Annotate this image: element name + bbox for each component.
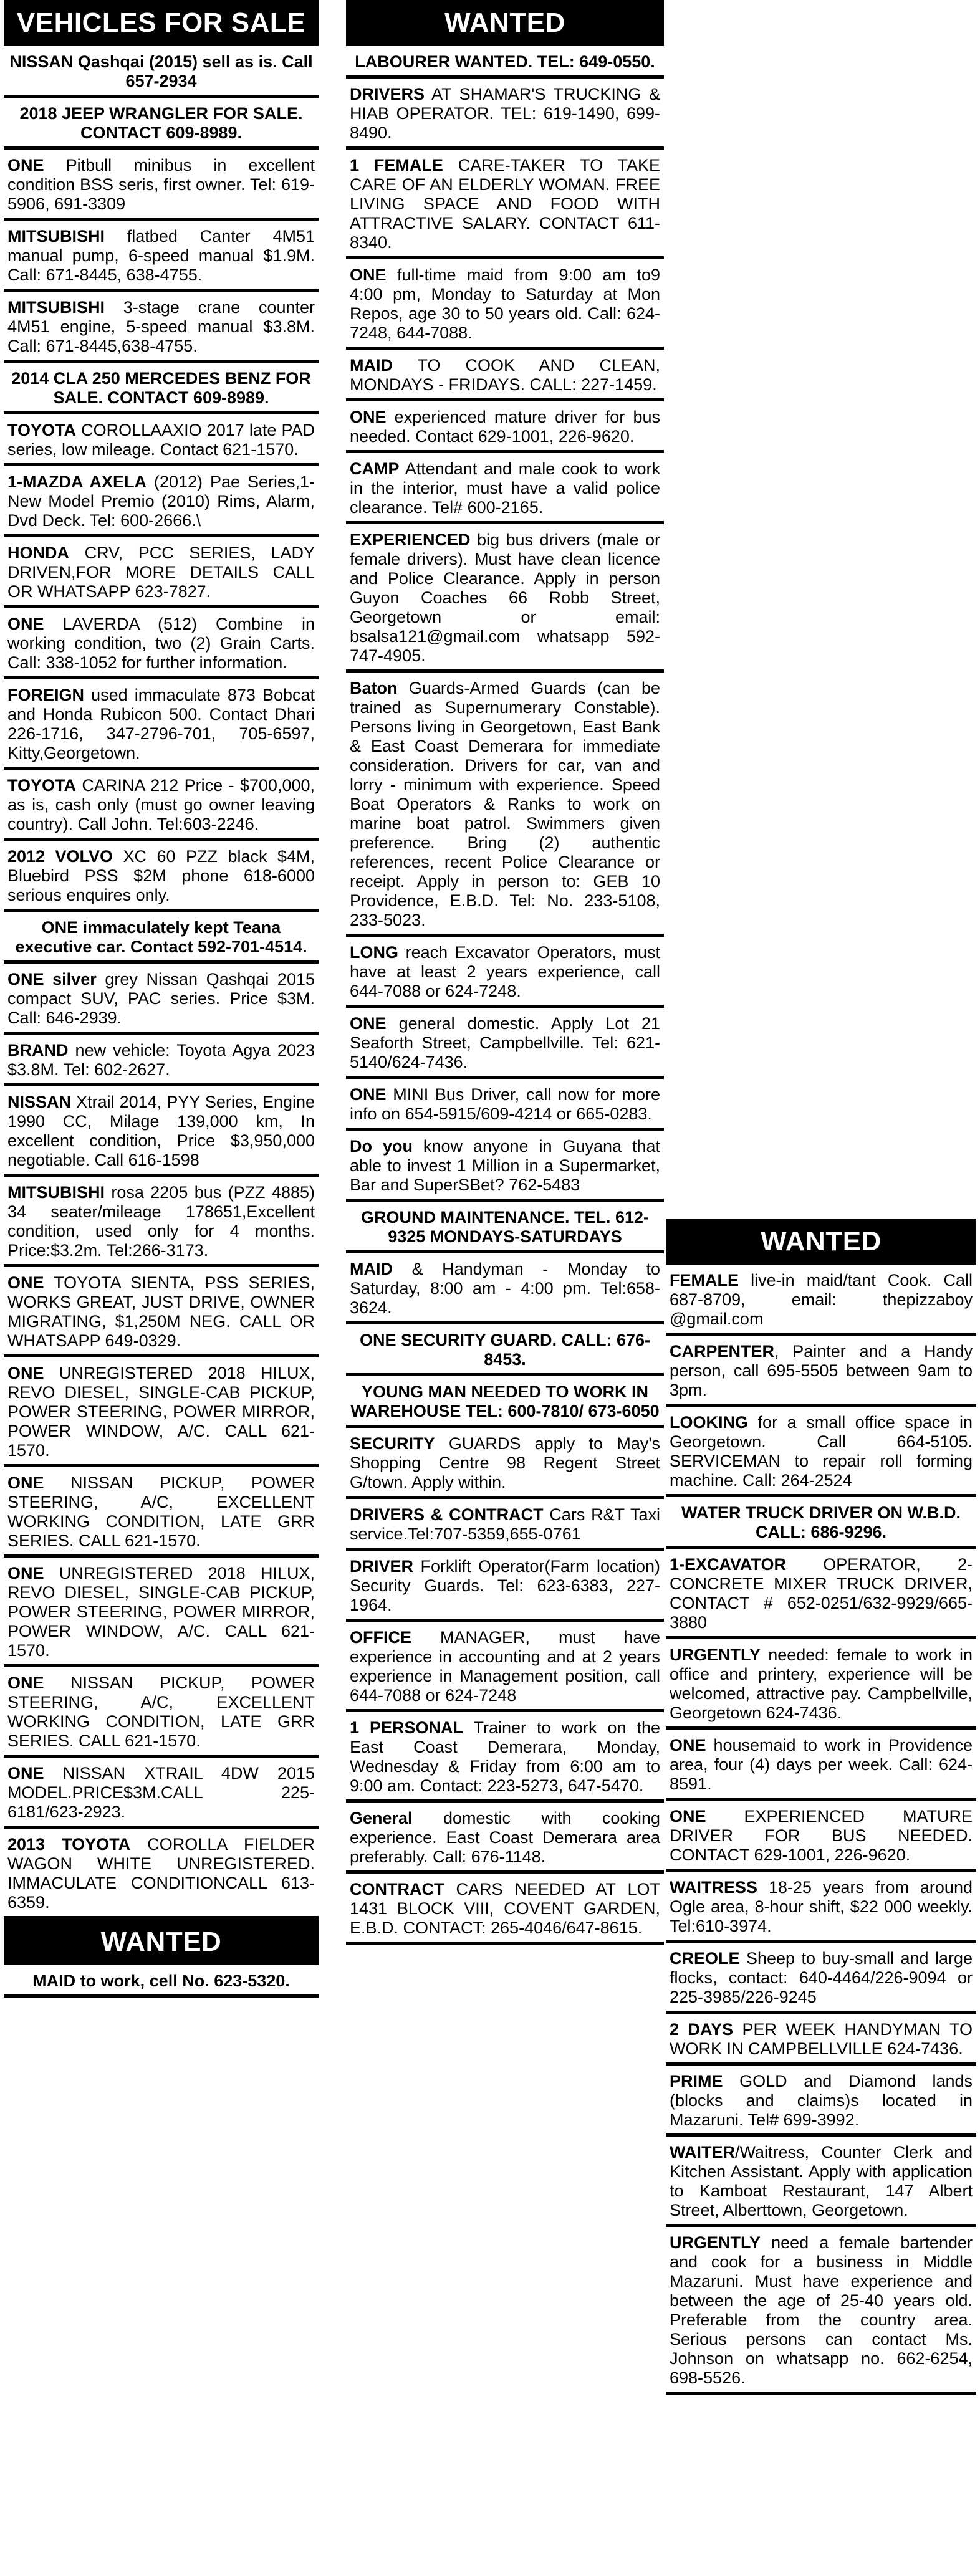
ad-lead: FEMALE <box>670 1271 739 1290</box>
classified-ad <box>666 1872 976 1943</box>
ads-list <box>346 46 664 1945</box>
ad-lead: ONE <box>7 1764 44 1783</box>
ad-lead: 2012 VOLVO <box>7 847 113 866</box>
ad-lead: HONDA <box>7 543 69 562</box>
ad-lead: ONE <box>7 1473 44 1492</box>
ad-lead: BRAND <box>7 1041 69 1060</box>
ad-lead: FOREIGN <box>7 686 85 704</box>
ad-text: & Handyman - Monday to Saturday, 8:00 am - 4:00 pm. Tel:658-3624. <box>350 1260 660 1317</box>
ad-text: need a female bartender and cook for a business in Middle Mazaruni. Must have experience and between the age of 25-40 years old. Preferable from the country area. Serious persons can contact Ms. Johnson on whatsapp no. 662-6254, 698-5526. <box>670 2233 973 2387</box>
ad-text: TO COOK AND CLEAN, MONDAYS - FRIDAYS. CALL: 227-1459. <box>350 356 660 394</box>
classified-ad <box>346 1712 664 1803</box>
ad-lead: NISSAN <box>7 1093 72 1111</box>
ad-lead: ONE <box>670 1807 706 1826</box>
ad-lead: ONE <box>670 1736 706 1755</box>
classified-ad <box>4 964 319 1035</box>
classified-ad <box>666 1943 976 2014</box>
classified-ad <box>4 1035 319 1086</box>
ad-text: rosa 2205 bus (PZZ 4885) 34 seater/mileage 178651,Excellent condition, used only for 4 months. Price:$3.2m. Tel:266-3173. <box>7 1183 315 1260</box>
ad-lead: LONG <box>350 943 398 962</box>
ad-lead: MITSUBISHI <box>7 227 105 246</box>
classified-ad <box>346 937 664 1008</box>
ad-lead: MAID <box>350 356 393 375</box>
ads-list <box>4 46 319 1919</box>
classified-ad <box>4 841 319 912</box>
ad-lead: ONE <box>7 1564 44 1582</box>
classified-ad <box>4 363 319 414</box>
ad-text: COROLLA FIELDER WAGON WHITE UNREGISTERED. IMMACULATE CONDITIONCALL 613-6359. <box>7 1835 315 1912</box>
ad-lead: MAID to work, cell No. 623-5320. <box>32 1971 290 1990</box>
classified-ad <box>4 1357 319 1467</box>
ad-lead: LABOURER WANTED. TEL: 649-0550. <box>355 52 655 71</box>
ad-lead: Baton <box>350 679 398 697</box>
ad-lead: NISSAN <box>9 52 74 71</box>
ad-text: UNREGISTERED 2018 HILUX, REVO DIESEL, SINGLE-CAB PICKUP, POWER STEERING, POWER MIRROR, POWER WINDOW, A/C. CALL 621-1570. <box>7 1564 315 1660</box>
classified-ad <box>4 608 319 679</box>
ad-lead: 2 DAYS <box>670 2020 734 2039</box>
ad-lead: CAMP <box>350 459 400 478</box>
ad-lead: ONE <box>7 615 44 633</box>
ad-lead: 1-EXCAVATOR <box>670 1555 787 1574</box>
ad-text: LAVERDA (512) Combine in working condition, two (2) Grain Carts. Call: 338-1052 for further information. <box>7 615 315 672</box>
ad-lead: ONE <box>350 1014 387 1033</box>
ad-text: CARINA 212 Price - $700,000, as is, cash only (must go owner leaving country). Call John. Tel:603-2246. <box>7 776 315 833</box>
ad-lead: 2014 CLA 250 MERCEDES BENZ FOR SALE. CONTACT 609-8989. <box>11 369 311 407</box>
classified-ad <box>4 770 319 841</box>
ad-text: /Waitress, Counter Clerk and Kitchen Assistant. Apply with application to Kamboat Restaurant, 147 Albert Street, Alberttown, Georgetown. <box>670 2143 973 2219</box>
ad-lead: ONE <box>350 408 387 426</box>
classified-ad <box>346 1499 664 1551</box>
classified-ad <box>666 1265 976 1336</box>
ad-text: general domestic. Apply Lot 21 Seaforth Street, Campbellville. Tel: 621-5140/624-7436. <box>350 1014 660 1071</box>
ad-text: (2012) Pae Series,1- New Model Premio (2010) Rims, Alarm, Dvd Deck. Tel: 600-2666.\ <box>7 472 315 530</box>
classified-ad <box>346 401 664 453</box>
column-vehicles-for-sale <box>4 0 319 1998</box>
classified-ad <box>346 350 664 401</box>
section-header-wanted: WANTED <box>346 0 664 46</box>
classified-ad <box>346 259 664 350</box>
classified-ad <box>4 414 319 466</box>
classified-ad <box>4 1267 319 1357</box>
ad-text: know anyone in Guyana that able to invest 1 Million in a Supermarket, Bar and SuperSBet? 762-5483 <box>350 1137 661 1194</box>
classified-ad <box>4 1467 319 1558</box>
classified-ad <box>4 679 319 770</box>
ad-text: new vehicle: Toyota Agya 2023 $3.8M. Tel: 602-2627. <box>7 1041 315 1079</box>
ad-lead: CARPENTER <box>670 1342 775 1361</box>
classified-ad <box>346 1428 664 1499</box>
classified-ad <box>666 1407 976 1497</box>
ad-text: MANAGER, must have experience in accounting and at 2 years experience in Management position, call 644-7088 or 624-7248 <box>350 1628 660 1705</box>
ad-text: Pitbull minibus in excellent condition BSS seris, first owner. Tel: 619-5906, 691-3309 <box>7 156 315 213</box>
classified-ad <box>346 1803 664 1874</box>
classified-ad <box>346 1253 664 1324</box>
ad-text: TOYOTA SIENTA, PSS SERIES, WORKS GREAT, JUST DRIVE, OWNER MIGRATING, $1,250M NEG. CALL OR WHATSAPP 649-0329. <box>7 1273 315 1350</box>
ad-lead: OFFICE <box>350 1628 411 1647</box>
ad-text: Attendant and male cook to work in the interior, must have a valid police clearance. Tel# 600-2165. <box>350 459 660 517</box>
ad-lead: 1 FEMALE <box>350 156 443 175</box>
ad-lead: MAID <box>350 1260 393 1278</box>
ad-lead: ONE immaculately kept Teana executive car. Contact 592-701-4514. <box>15 918 307 956</box>
ad-text: reach Excavator Operators, must have at least 2 years experience, call 644-7088 or 624-7248. <box>350 943 660 1000</box>
classified-ad <box>666 2137 976 2227</box>
ad-text: NISSAN PICKUP, POWER STEERING, A/C, EXCELLENT WORKING CONDITION, LATE GRR SERIES. CALL 621-1570. <box>7 1473 315 1550</box>
ad-text: CRV, PCC SERIES, LADY DRIVEN,FOR MORE DETAILS CALL OR WHATSAPP 623-7827. <box>7 543 315 601</box>
ad-lead: ONE SECURITY GUARD. CALL: 676-8453. <box>359 1331 651 1369</box>
ad-lead: WATER TRUCK DRIVER ON W.B.D. CALL: 686-9296. <box>681 1503 961 1541</box>
classified-ad <box>4 912 319 964</box>
ad-text: CARE-TAKER TO TAKE CARE OF AN ELDERLY WOMAN. FREE LIVING SPACE AND FOOD WITH ATTRACTIVE SALARY. CONTACT 611-8340. <box>350 156 660 252</box>
ad-text: 3-stage crane counter 4M51 engine, 5-speed manual $3.8M. Call: 671-8445,638-4755. <box>7 298 315 355</box>
ad-text: GOLD and Diamond lands (blocks and claims)s located in Mazaruni. Tel# 699-3992. <box>670 2072 973 2129</box>
ad-text: CARS NEEDED AT LOT 1431 BLOCK VIII, COVENT GARDEN, E.B.D. CONTACT: 265-4046/647-8615. <box>350 1880 660 1937</box>
ad-lead: WAITRESS <box>670 1878 758 1897</box>
ad-lead: DRIVERS & CONTRACT <box>350 1505 544 1524</box>
classified-ad <box>666 1801 976 1872</box>
ad-lead: GROUND MAINTENANCE. TEL. 612-9325 MONDAYS-SATURDAYS <box>360 1208 650 1246</box>
classified-ad <box>4 46 319 98</box>
classified-ad <box>346 1008 664 1079</box>
ad-text: , Painter and a Handy person, call 695-5505 between 9am to 3pm. <box>670 1342 973 1399</box>
ad-text: XC 60 PZZ black $4M, Bluebird PSS $2M phone 618-6000 serious enquires only. <box>7 847 315 904</box>
ad-lead: SECURITY <box>350 1434 435 1453</box>
ad-text: experienced mature driver for bus needed. Contact 629-1001, 226-9620. <box>350 408 660 446</box>
ads-list <box>4 1965 319 1998</box>
ad-text: housemaid to work in Providence area, four (4) days per week. Call: 624-8591. <box>670 1736 973 1793</box>
ad-text: domestic with cooking experience. East Coast Demerara area preferably. Call: 676-1148. <box>350 1809 660 1866</box>
ad-text: needed: female to work in office and printery, experience will be welcomed, attractive pay. Campbellville, Georgetown 624-7436. <box>670 1645 973 1722</box>
ad-lead: MITSUBISHI <box>7 298 105 317</box>
classified-ad <box>666 2066 976 2137</box>
ad-text: AT SHAMAR'S TRUCKING & HIAB OPERATOR. TEL: 619-1490, 699-8490. <box>350 85 660 142</box>
ad-lead: DRIVER <box>350 1557 414 1576</box>
ad-lead: DRIVERS <box>350 85 425 103</box>
classified-ad <box>4 1177 319 1267</box>
ad-lead: ONE <box>7 1364 44 1382</box>
ad-text: flatbed Canter 4M51 manual pump, 6-speed manual $1.9M. Call: 671-8445, 638-4755. <box>7 227 315 284</box>
section-header-wanted: WANTED <box>4 1919 319 1965</box>
classified-ad <box>4 1829 319 1919</box>
ad-lead: YOUNG MAN NEEDED TO WORK IN WAREHOUSE TEL: 600-7810/ 673-6050 <box>350 1382 660 1420</box>
ad-text: COROLLAAXIO 2017 late PAD series, low mileage. Contact 621-1570. <box>7 421 315 459</box>
classified-ad <box>4 1086 319 1177</box>
classified-ad <box>346 673 664 937</box>
classified-ad <box>666 2227 976 2395</box>
ad-lead: TOYOTA <box>7 421 77 439</box>
classified-ad <box>346 1874 664 1945</box>
ad-lead: 1 PERSONAL <box>350 1718 464 1737</box>
classified-ad <box>666 1549 976 1639</box>
ad-text: NISSAN XTRAIL 4DW 2015 MODEL.PRICE$3M.CALL 225-6181/623-2923. <box>7 1764 315 1821</box>
classified-ad <box>4 537 319 608</box>
ad-text: for a small office space in Georgetown. Call 664-5105. SERVICEMAN to repair roll forming machine. Call: 264-2524 <box>670 1413 973 1490</box>
classified-ad <box>4 1558 319 1667</box>
ad-lead: Do you <box>350 1137 413 1156</box>
ad-text: 18-25 years from around Ogle area, 8-hour shift, $22 000 weekly. Tel:610-3974. <box>670 1878 973 1935</box>
classified-ad <box>346 150 664 259</box>
classified-ad <box>346 79 664 150</box>
ad-text: EXPERIENCED MATURE DRIVER FOR BUS NEEDED. CONTACT 629-1001, 226-9620. <box>670 1807 973 1864</box>
classified-ad <box>346 1324 664 1376</box>
ad-lead: 2018 JEEP WRANGLER FOR SALE. CONTACT 609-8989. <box>19 104 303 142</box>
classified-ad <box>346 1622 664 1712</box>
ad-lead: CREOLE <box>670 1949 740 1968</box>
classified-ad <box>4 150 319 221</box>
classified-ad <box>346 46 664 79</box>
ad-lead: EXPERIENCED <box>350 530 471 549</box>
ad-lead: ONE <box>350 266 387 284</box>
ad-lead: 1-MAZDA AXELA <box>7 472 147 491</box>
ad-lead: CONTRACT <box>350 1880 444 1898</box>
ad-lead: ONE <box>7 156 44 175</box>
classified-ad <box>666 1497 976 1549</box>
classified-ad <box>4 466 319 537</box>
ad-text: OPERATOR, 2- CONCRETE MIXER TRUCK DRIVER, CONTACT # 652-0251/632-9929/665-3880 <box>670 1555 973 1632</box>
classified-ad <box>346 524 664 673</box>
ad-lead: ONE <box>7 1273 44 1292</box>
ad-text: big bus drivers (male or female drivers). Must have clean licence and Police Clearance. Apply in person Guyon Coaches 66 Robb Street, Georgetown or email: bsalsa121@gmail.com whatsapp 592-747-4905. <box>350 530 660 665</box>
classified-ad <box>346 1131 664 1202</box>
ad-text: Trainer to work on the East Coast Demerara, Monday, Wednesday & Friday from 6:00 am to 9:00 am. Contact: 223-5273, 647-5470. <box>350 1718 660 1795</box>
section-header-wanted: WANTED <box>666 1219 976 1265</box>
classified-ad <box>346 453 664 524</box>
classified-ad <box>346 1079 664 1131</box>
ad-text: Sheep to buy-small and large flocks, contact: 640-4464/226-9094 or 225-3985/226-9245 <box>670 1949 973 2006</box>
ad-lead: PRIME <box>670 2072 723 2090</box>
ad-text: used immaculate 873 Bobcat and Honda Rubicon 500. Contact Dhari 226-1716, 347-2796-701, 705-6597, Kitty,Georgetown. <box>7 686 315 762</box>
classified-ad <box>666 1639 976 1730</box>
classified-ad <box>4 221 319 292</box>
ad-text: full-time maid from 9:00 am to9 4:00 pm, Monday to Saturday at Mon Repos, age 30 to 50 years old. Call: 624-7248, 644-7088. <box>350 266 660 342</box>
ad-text: GUARDS apply to May's Shopping Centre 98 Regent Street G/town. Apply within. <box>350 1434 660 1491</box>
classified-ad <box>4 1667 319 1758</box>
classified-ad <box>4 1965 319 1998</box>
ad-text: live-in maid/tant Cook. Call 687-8709, email: thepizzaboy @gmail.com <box>670 1271 973 1328</box>
ad-text: UNREGISTERED 2018 HILUX, REVO DIESEL, SINGLE-CAB PICKUP, POWER STEERING, POWER MIRROR, POWER WINDOW, A/C. CALL 621-1570. <box>7 1364 315 1460</box>
ad-lead: URGENTLY <box>670 1645 761 1664</box>
classified-ad <box>666 1730 976 1801</box>
column-wanted <box>346 0 664 1945</box>
ad-text: Guards-Armed Guards (can be trained as Supernumerary Constable). Persons living in Georgetown, East Bank & East Coast Demerara for immediate consideration. Drivers for car, van and lorry - minimum with experience. Speed Boat Operators & Ranks to work on marine boat patrol. Swimmers given preference. Bring (2) authentic references, recent Police Clearance or receipt. Apply in person to: GEB 10 Providence, E.B.D. Tel: No. 233-5108, 233-5023. <box>350 679 660 929</box>
ad-lead: ONE <box>7 1673 44 1692</box>
ad-lead: ONE <box>350 1085 387 1104</box>
ad-lead: LOOKING <box>670 1413 748 1432</box>
ad-lead: URGENTLY <box>670 2233 761 2252</box>
ad-lead: WAITER <box>670 2143 735 2162</box>
classified-ad <box>346 1551 664 1622</box>
classified-ad <box>666 1336 976 1407</box>
ad-lead: TOYOTA <box>7 776 77 795</box>
classified-ad <box>4 292 319 363</box>
ad-lead: MITSUBISHI <box>7 1183 105 1202</box>
classified-ad <box>346 1376 664 1428</box>
ad-text: Qashqai (2015) sell as is. Call 657-2934 <box>73 52 313 90</box>
ads-list <box>666 1265 976 2395</box>
classified-ad <box>4 98 319 150</box>
ad-text: NISSAN PICKUP, POWER STEERING, A/C, EXCELLENT WORKING CONDITION, LATE GRR SERIES. CALL 621-1570. <box>7 1673 315 1750</box>
ad-text: grey Nissan Qashqai 2015 compact SUV, PAC series. Price $3M. Call: 646-2939. <box>7 970 315 1027</box>
ad-text: Forklift Operator(Farm location) Security Guards. Tel: 623-6383, 227-1964. <box>350 1557 660 1614</box>
ad-text: PER WEEK HANDYMAN TO WORK IN CAMPBELLVILLE 624-7436. <box>670 2020 973 2058</box>
column-wanted-2 <box>666 0 976 2395</box>
ad-lead: General <box>350 1809 413 1827</box>
classified-ad <box>346 1202 664 1253</box>
ad-lead: ONE silver <box>7 970 97 989</box>
ad-text: Cars R&T Taxi service.Tel:707-5359,655-0761 <box>350 1505 660 1543</box>
classified-ad <box>4 1758 319 1829</box>
blank-space <box>666 0 976 1219</box>
ad-text: MINI Bus Driver, call now for more info on 654-5915/609-4214 or 665-0283. <box>350 1085 660 1123</box>
ad-text: Xtrail 2014, PYY Series, Engine 1990 CC, Milage 139,000 km, In excellent condition, Price $3,950,000 negotiable. Call 616-1598 <box>7 1093 315 1169</box>
classified-ad <box>666 2014 976 2066</box>
section-header-vehicles: VEHICLES FOR SALE <box>4 0 319 46</box>
ad-lead: 2013 TOYOTA <box>7 1835 131 1854</box>
